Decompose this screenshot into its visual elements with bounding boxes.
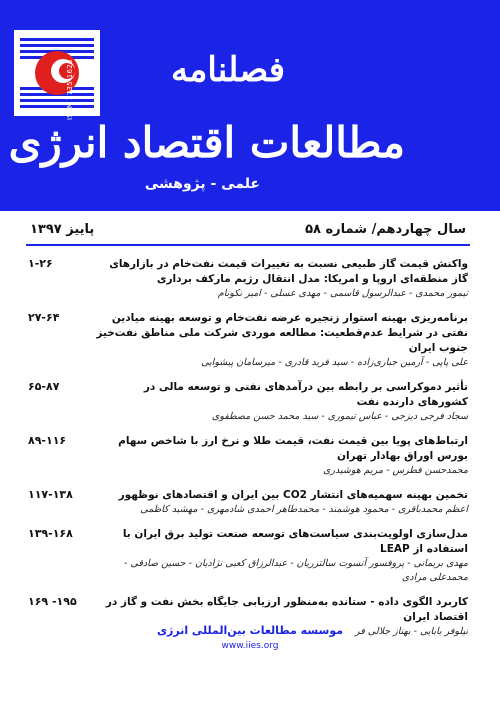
- journal-title: مطالعات اقتصاد انرژی: [8, 118, 405, 167]
- article-title: مدل‌سازی اولویت‌بندی سیاست‌های توسعه صنعت تولید برق ایران با استفاده از LEAP: [122, 528, 468, 555]
- article-title: تأثیر دموکراسی بر رابطه بین درآمدهای نفتی و توسعه مالی در کشورهای دارنده نفت: [143, 381, 468, 408]
- article-title: برنامه‌ریزی بهینه استوار زنجیره عرضه نفت‌خام و توسعه بهینه میادین نفتی در شرایط عدم‌قطعیت: مطالعه موردی شرکت ملی مناطق نفت‌خیز جنوب ایران: [96, 312, 468, 354]
- issue-bar: [30, 222, 466, 244]
- website-link[interactable]: www.iies.org: [221, 641, 279, 651]
- article-title: واکنش قیمت گاز طبیعی نسبت به تغییرات قیمت نفت‌خام در بازارهای گاز منطقه‌ای اروپا و امریکا: مدل انتقال رژیم مارکف برداری: [109, 258, 468, 285]
- article-authors: نیلوفر بابایی - بهناز جلالی فر: [354, 626, 468, 637]
- list-item: [28, 380, 468, 424]
- page-range: ۱۳۹-۱۶۸: [28, 527, 73, 540]
- page-range: ۱۶۹ -۱۹۵: [28, 595, 77, 608]
- list-item: [28, 488, 468, 517]
- article-authors: مهدی بریمانی - پروفسور آنسوت سالتزریان - عبدالرزاق کعبی نژادیان - حسین صادقی - محمدعلی مرادی: [123, 558, 468, 583]
- list-item: [28, 527, 468, 585]
- list-item: [28, 311, 468, 370]
- publisher-name: موسسه مطالعات بین‌المللی انرژی: [156, 624, 344, 637]
- issn-number: ISSN 1735-1626: [66, 59, 74, 120]
- article-authors: محمدحسن فطرس - مریم هوشیدری: [322, 465, 468, 476]
- journal-logo: [14, 30, 100, 116]
- journal-subtitle: علمی - پژوهشی: [144, 176, 260, 192]
- list-item: [28, 434, 468, 478]
- page-range: ۲۷-۶۴: [28, 311, 60, 324]
- page-range: ۸۹-۱۱۶: [28, 434, 67, 447]
- issue-volume: سال چهاردهم/ شماره ۵۸: [305, 222, 466, 237]
- table-of-contents: [28, 257, 468, 649]
- article-authors: سجاد فرجی دیزجی - عباس تیموری - سید محمد حسن مصطفوی: [211, 411, 468, 422]
- article-title: کاربرد الگوی داده - ستانده به‌منظور ارزیابی جایگاه بخش نفت و گاز در اقتصاد ایران: [105, 596, 468, 623]
- journal-label: فصلنامه: [170, 50, 285, 90]
- issue-season: پاییز ۱۳۹۷: [30, 222, 95, 237]
- article-title: تخمین بهینه سهمیه‌های انتشار CO2 بین ایران و اقتصادهای نوظهور: [118, 489, 468, 501]
- cover-banner: [0, 0, 500, 211]
- article-authors: تیمور محمدی - عبدالرسول قاسمی - مهدی عسلی - امیر نکونام: [217, 288, 468, 299]
- article-title: ارتباط‌های پویا بین قیمت نفت، قیمت طلا و نرخ ارز با شاخص سهام بورس اوراق بهادار تهران: [118, 435, 468, 462]
- page-range: ۶۵-۸۷: [28, 380, 60, 393]
- page-range: ۱۱۷-۱۳۸: [28, 488, 73, 501]
- page-range: ۱-۲۶: [28, 257, 53, 270]
- list-item: [28, 257, 468, 301]
- article-authors: اعظم محمدباقری - محمود هوشمند - محمدطاهر احمدی شادمهری - مهشید کاظمی: [140, 504, 468, 515]
- divider-line: [26, 244, 470, 246]
- article-authors: علی پاپی - آرمین جباری‌زاده - سید فرید قادری - میرسامان پیشوایی: [201, 357, 468, 368]
